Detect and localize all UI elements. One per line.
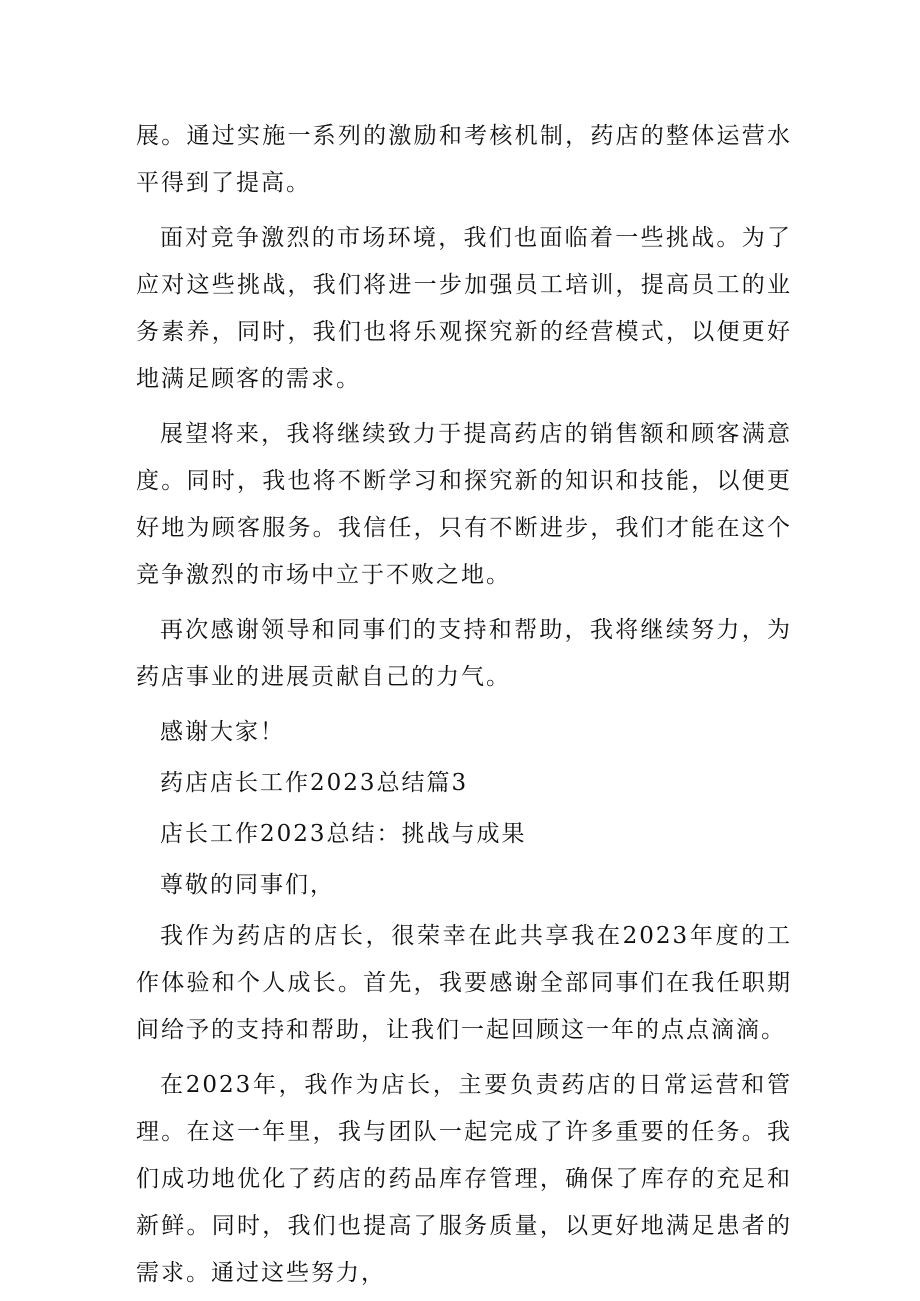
paragraph-year-review: 在2023年，我作为店长，主要负责药店的日常运营和管理。在这一年里，我与团队一起完成了许多重要的任务。我们成功地优化了药店的药品库存管理，确保了库存的充足和新鲜。同时，我们也提高了服务质量，以更好地满足患者的需求。通过这些努力， bbox=[136, 1072, 792, 1286]
paragraph-intro: 我作为药店的店长，很荣幸在此共享我在2023年度的工作体验和个人成长。首先，我要感谢全部同事们在我任职期间给予的支持和帮助，让我们一起回顾这一年的点点滴滴。 bbox=[136, 923, 792, 1043]
paragraph-closing: 感谢大家！ bbox=[160, 719, 285, 745]
section-subtitle: 店长工作2023总结：挑战与成果 bbox=[160, 821, 527, 847]
paragraph-outlook: 展望将来，我将继续致力于提高药店的销售额和顾客满意度。同时，我也将不断学习和探究新的知识和技能，以便更好地为顾客服务。我信任，只有不断进步，我们才能在这个竞争激烈的市场中立于不败之地。 bbox=[136, 421, 792, 588]
salutation: 尊敬的同事们， bbox=[160, 872, 335, 898]
section-heading: 药店店长工作2023总结篇3 bbox=[160, 770, 469, 796]
document-body bbox=[136, 113, 792, 1301]
paragraph-challenges: 面对竞争激烈的市场环境，我们也面临着一些挑战。为了应对这些挑战，我们将进一步加强员工培训，提高员工的业务素养，同时，我们也将乐观探究新的经营模式，以便更好地满足顾客的需求。 bbox=[136, 225, 792, 392]
paragraph-continuation: 展。通过实施一系列的激励和考核机制，药店的整体运营水平得到了提高。 bbox=[136, 123, 792, 196]
paragraph-thanks: 再次感谢领导和同事们的支持和帮助，我将继续努力，为药店事业的进展贡献自己的力气。 bbox=[136, 617, 792, 690]
